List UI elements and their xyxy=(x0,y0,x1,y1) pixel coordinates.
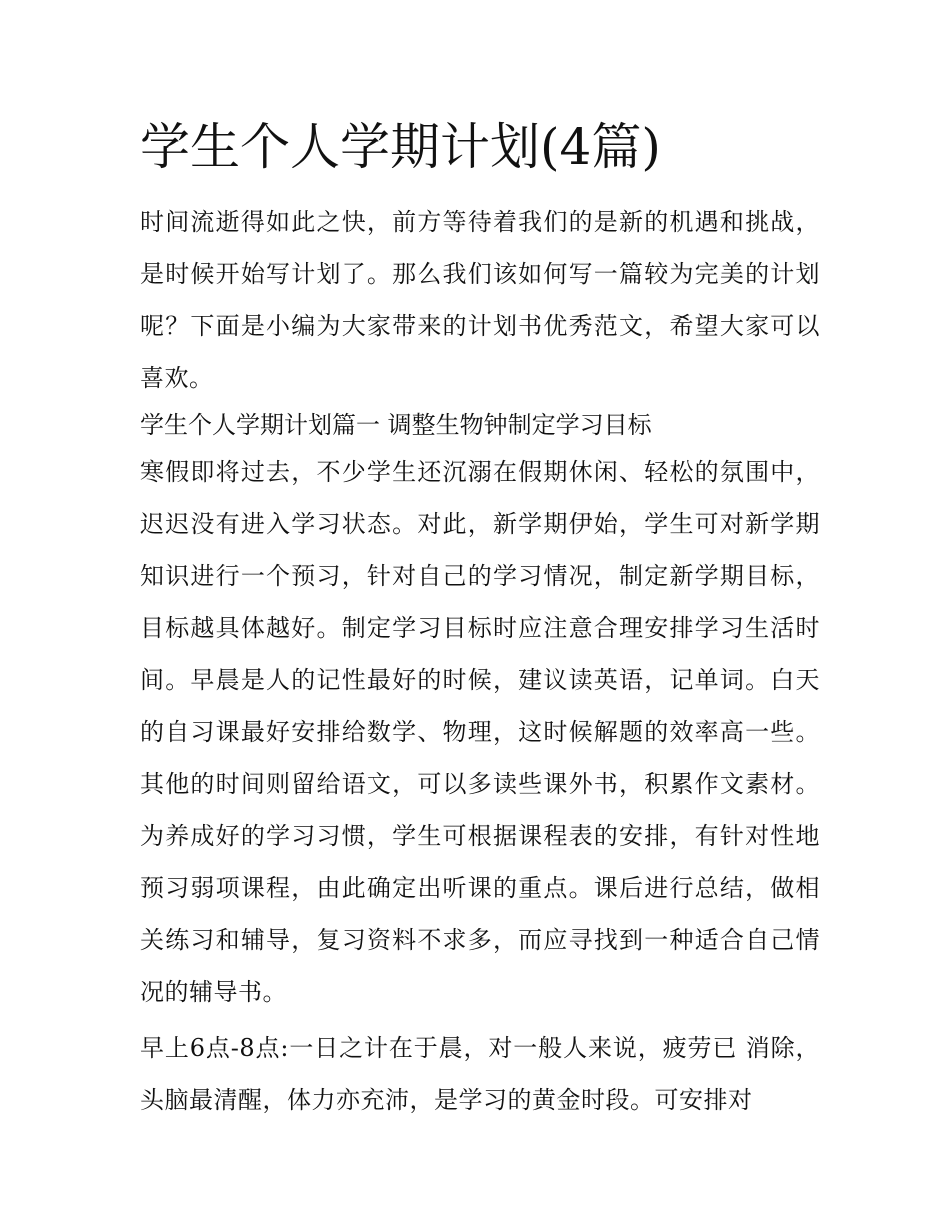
document-title: 学生个人学期计划(4篇) xyxy=(140,118,661,176)
body-paragraph-1: 寒假即将过去，不少学生还沉溺在假期休闲、轻松的氛围中，迟迟没有进入学习状态。对此，新学期伊始，学生可对新学期知识进行一个预习，针对自己的学习情况，制定新学期目标，目标越具体越好。制定学习目标时应注意合理安排学习生活时间。早晨是人的记性最好的时候，建议读英语，记单词。白天的自习课最好安排给数学、物理，这时候解题的效率高一些。其他的时间则留给语文，可以多读些课外书，积累作文素材。为养成好的学习习惯，学生可根据课程表的安排，有针对性地预习弱项课程，由此确定出听课的重点。课后进行总结，做相关练习和辅导，复习资料不求多，而应寻找到一种适合自己情况的辅导书。 xyxy=(140,458,820,1006)
section-heading: 学生个人学期计划篇一 调整生物钟制定学习目标 xyxy=(140,411,652,439)
body-paragraph-2: 早上6点-8点:一日之计在于晨，对一般人来说，疲劳已 消除，头脑最清醒，体力亦充沛，是学习的黄金时段。可安排对 xyxy=(140,1034,820,1114)
document-body xyxy=(140,112,820,1126)
intro-paragraph: 时间流逝得如此之快，前方等待着我们的是新的机遇和挑战，是时候开始写计划了。那么我们该如何写一篇较为完美的计划呢？下面是小编为大家带来的计划书优秀范文，希望大家可以喜欢。 xyxy=(140,208,820,392)
